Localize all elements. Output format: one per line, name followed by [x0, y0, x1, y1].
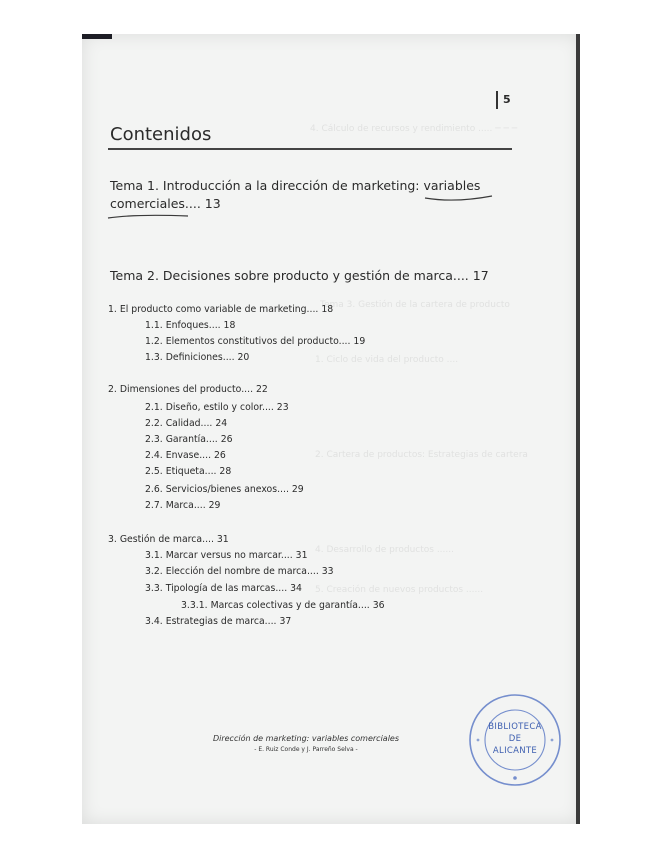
bleed-through-text: 1. Ciclo de vida del producto .... [315, 355, 459, 365]
tema1-line2: comerciales.... 13 [110, 196, 221, 211]
library-stamp [467, 692, 563, 788]
page-number: 5 [503, 93, 511, 106]
toc-entry: 1.3. Definiciones.... 20 [145, 352, 250, 363]
footer-authors: - E. Ruiz Conde y J. Parreño Selva - [254, 746, 358, 753]
toc-entry: 3.3. Tipología de las marcas.... 34 [145, 583, 302, 594]
toc-entry: 1.1. Enfoques.... 18 [145, 320, 236, 331]
toc-entry: 3.4. Estrategias de marca.... 37 [145, 616, 292, 627]
stamp-line: BIBLIOTECA [488, 722, 542, 732]
toc-entry: 1. El producto como variable de marketing.... 18 [108, 304, 334, 315]
bleed-through-text: 4. Cálculo de recursos y rendimiento ..... ─ ─ ─ [310, 124, 518, 134]
bleed-through-text: 2. Cartera de productos: Estrategias de cartera [315, 450, 528, 460]
toc-entry: 2.3. Garantía.... 26 [145, 434, 233, 445]
footer-book-title: Dirección de marketing: variables comerciales [212, 734, 400, 743]
toc-entry: 1.2. Elementos constitutivos del producto.... 19 [145, 336, 366, 347]
tema2-heading: Tema 2. Decisiones sobre producto y gestión de marca.... 17 [110, 268, 489, 283]
toc-entry: 3.1. Marcar versus no marcar.... 31 [145, 550, 308, 561]
toc-entry: 3.2. Elección del nombre de marca.... 33 [145, 566, 334, 577]
toc-entry: 3. Gestión de marca.... 31 [108, 534, 229, 545]
toc-entry: 2.5. Etiqueta.... 28 [145, 466, 232, 477]
tema1-line1: Tema 1. Introducción a la dirección de marketing: variables [110, 178, 481, 193]
toc-entry: 3.3.1. Marcas colectivas y de garantía.... 36 [181, 600, 385, 611]
stamp-line: ALICANTE [492, 746, 538, 756]
bleed-through-text: 4. Desarrollo de productos ...... [315, 545, 454, 555]
stamp-line: DE [508, 734, 522, 744]
bleed-through-text: Tema 3. Gestión de la cartera de producto [320, 300, 510, 310]
toc-entry: 2.1. Diseño, estilo y color.... 23 [145, 402, 289, 413]
toc-entry: 2. Dimensiones del producto.... 22 [108, 384, 268, 395]
contents-title: Contenidos [110, 124, 212, 145]
toc-entry: 2.4. Envase.... 26 [145, 450, 226, 461]
toc-entry: 2.2. Calidad.... 24 [145, 418, 228, 429]
toc-entry: 2.6. Servicios/bienes anexos.... 29 [145, 484, 304, 495]
toc-entry: 2.7. Marca.... 29 [145, 500, 221, 511]
bleed-through-text: 5. Creación de nuevos productos ...... [315, 585, 484, 595]
